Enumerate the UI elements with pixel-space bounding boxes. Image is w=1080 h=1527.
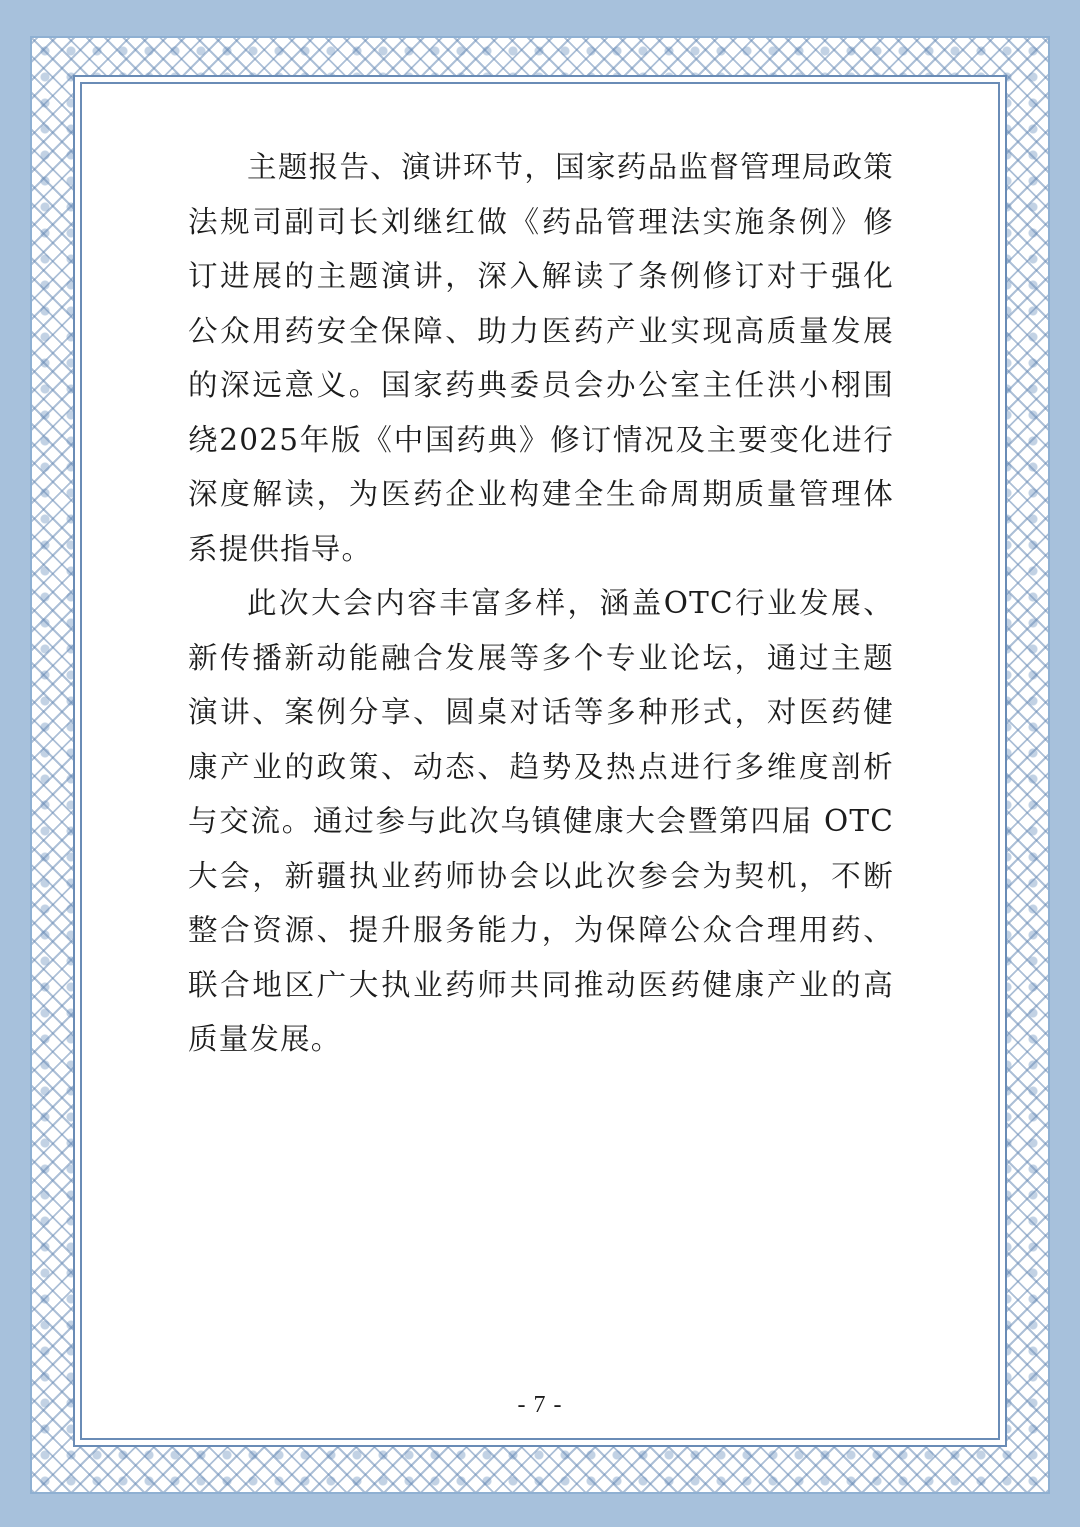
paragraph-1: 主题报告、演讲环节，国家药品监督管理局政策法规司副司长刘继红做《药品管理法实施条例》修订进展的主题演讲，深入解读了条例修订对于强化公众用药安全保障、助力医药产业实现高质量发展的深远意义。国家药典委员会办公室主任洪小栩围绕2025年版《中国药典》修订情况及主要变化进行深度解读，为医药企业构建全生命周期质量管理体系提供指导。 <box>188 150 894 566</box>
page-number: - 7 - <box>517 1392 563 1418</box>
paragraph-2: 此次大会内容丰富多样，涵盖OTC行业发展、新传播新动能融合发展等多个专业论坛，通过主题演讲、案例分享、圆桌对话等多种形式，对医药健康产业的政策、动态、趋势及热点进行多维度剖析与交流。通过参与此次乌镇健康大会暨第四届 OTC 大会，新疆执业药师协会以此次参会为契机，不断整合资源、提升服务能力，为保障公众合理用药、联合地区广大执业药师共同推动医药健康产业的高质量发展。 <box>188 586 894 1056</box>
article-body <box>188 140 894 1067</box>
